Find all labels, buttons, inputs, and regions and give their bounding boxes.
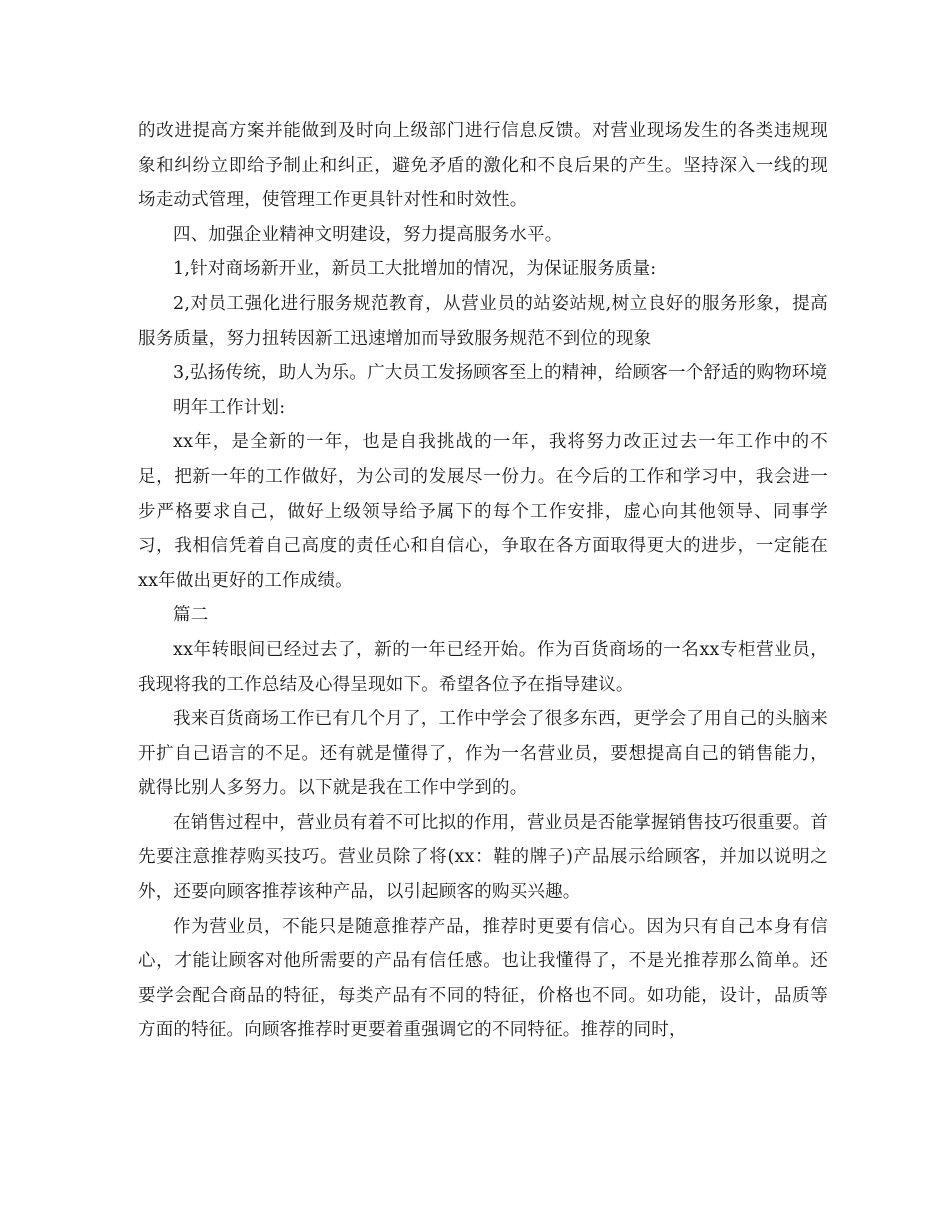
paragraph-part-two-intro: xx年转眼间已经过去了，新的一年已经开始。作为百货商场的一名xx专柜营业员，我现将我的工作总结及心得呈现如下。希望各位予在指导建议。 [138,639,828,695]
paragraph-part-two-heading: 篇二 [173,605,209,626]
paragraph-next-year-plan-heading: 明年工作计划: [173,397,286,418]
paragraph-section-four-heading: 四、加强企业精神文明建设，努力提高服务水平。 [173,224,563,245]
paragraph-sales-process: 在销售过程中，营业员有着不可比拟的作用，营业员是否能掌握销售技巧很重要。首先要注意推荐购买技巧。营业员除了将(xx：鞋的牌子)产品展示给顾客，并加以说明之外，还要向顾客推荐该种产品，以引起顾客的购买兴趣。 [138,812,828,903]
paragraph-learning: 我来百货商场工作已有几个月了，工作中学会了很多东西，更学会了用自己的头脑来开扩自己语言的不足。还有就是懂得了，作为一名营业员，要想提高自己的销售能力，就得比别人多努力。以下就是我在工作中学到的。 [138,709,828,799]
paragraph-recommendation: 作为营业员，不能只是随意推荐产品，推荐时更要有信心。因为只有自己本身有信心，才能让顾客对他所需要的产品有信任感。也让我懂得了，不是光推荐那么简单。还要学会配合商品的特征，每类产品有不同的特征，价格也不同。如功能，设计，品质等方面的特征。向顾客推荐时更要着重强调它的不同特征。推荐的同时， [138,916,828,1041]
paragraph-item-2: 2,对员工强化进行服务规范教育，从营业员的站姿站规,树立良好的服务形象，提高服务质量，努力扭转因新工迅速增加而导致服务规范不到位的现象 [138,293,828,349]
paragraph-continuation: 的改进提高方案并能做到及时向上级部门进行信息反馈。对营业现场发生的各类违规现象和纠纷立即给予制止和纠正，避免矛盾的激化和不良后果的产生。坚持深入一线的现场走动式管理，使管理工作更具针对性和时效性。 [138,121,828,211]
paragraph-item-1: 1,针对商场新开业，新员工大批增加的情况，为保证服务质量: [173,259,657,280]
paragraph-item-3: 3,弘扬传统，助人为乐。广大员工发扬顾客至上的精神，给顾客一个舒适的购物环境 [173,363,828,384]
document-body [138,114,828,1048]
paragraph-next-year-plan: xx年，是全新的一年，也是自我挑战的一年，我将努力改正过去一年工作中的不足，把新一年的工作做好，为公司的发展尽一份力。在今后的工作和学习中，我会进一步严格要求自己，做好上级领导给予属下的每个工作安排，虚心向其他领导、同事学习，我相信凭着自己高度的责任心和自信心，争取在各方面取得更大的进步，一定能在xx年做出更好的工作成绩。 [138,432,828,591]
